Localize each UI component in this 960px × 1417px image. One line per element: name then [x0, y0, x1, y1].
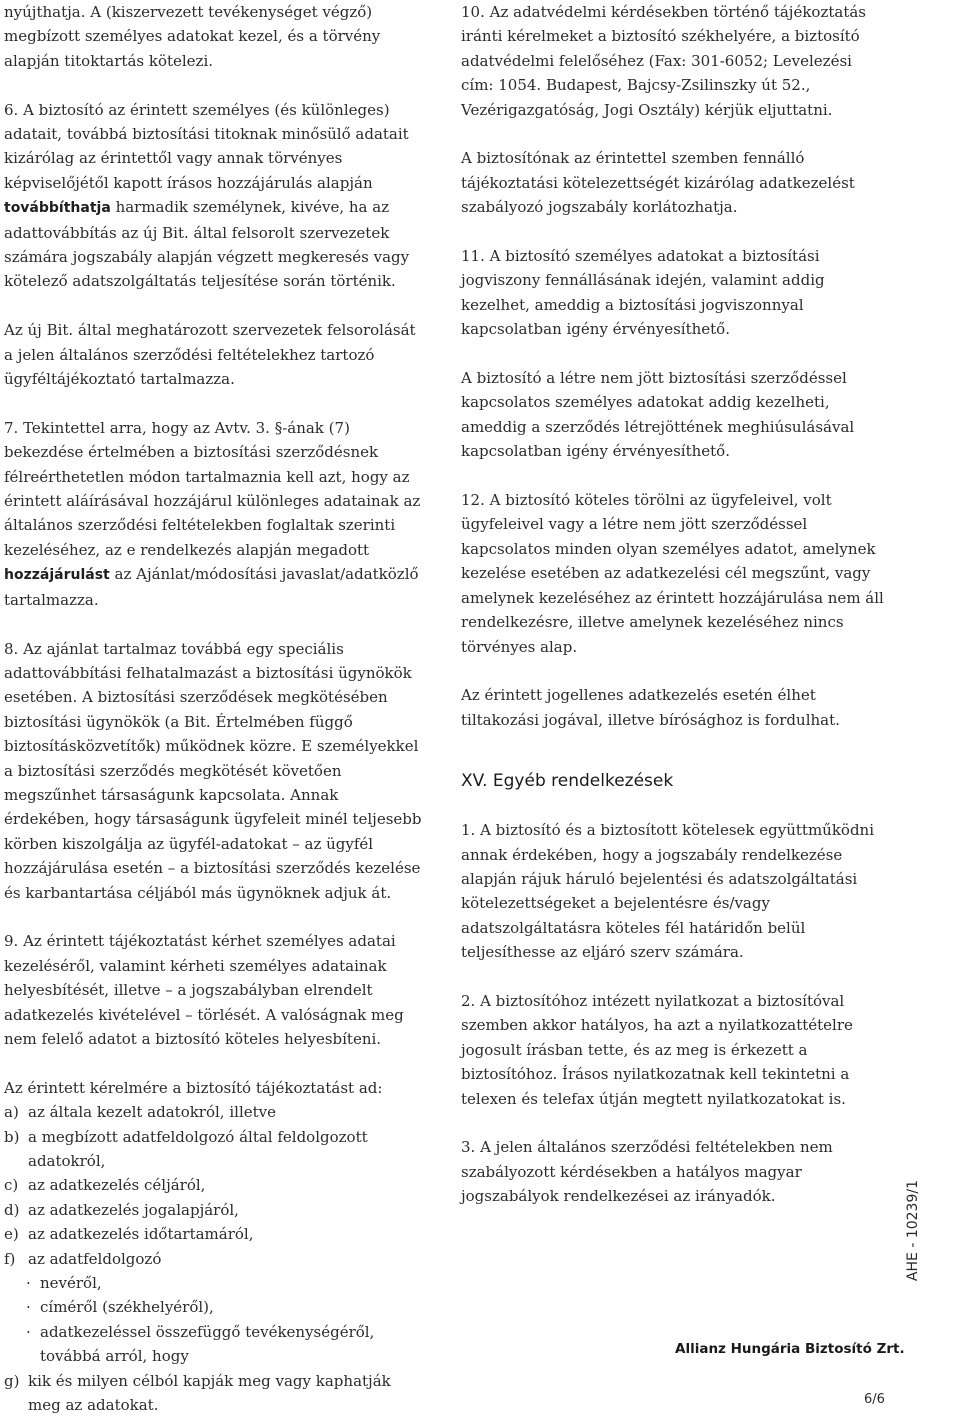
section-heading: XV. Egyéb rendelkezések — [461, 771, 674, 792]
paragraph-7 — [4, 416, 424, 612]
list-item-label: e) — [4, 1225, 19, 1244]
list-item-text: az adatfeldolgozó — [28, 1249, 162, 1268]
paragraph-8: 8. Az ajánlat tartalmaz továbbá egy speciális adattovábbítási felhatalmazást a biztosítási ügynökök esetében. A biztosítási szerződések megkötésében biztosítási ügynökök (a Bit. Értelmében függő biztosításközvetítők) működnek közre. E személyekkel a biztosítási szerződés megkötését követően megszűnhet társaságunk kapcsolata. Annak érdekében, hogy társaságunk ügyfeleit minél teljesebb körben kiszolgálja az ügyfél-adatokat – az ügyfél hozzájárulása esetén – a biztosítási szerződés kezelése és karbantartása céljából más ügynöknek adjuk át. — [4, 639, 422, 902]
list-item — [4, 1173, 424, 1197]
paragraph-6-organizations: Az új Bit. által meghatározott szervezetek felsorolását a jelen általános szerződési feltételekhez tartozó ügyféltájékoztató tartalmazza. — [4, 321, 416, 389]
list-item-text: a megbízott adatfeldolgozó által feldolgozott adatokról, — [28, 1127, 368, 1170]
paragraph-10: 10. Az adatvédelmi kérdésekben történő tájékoztatás iránti kérelmeket a biztosító székhelyére, a biztosító adatvédelmi felelőséhez (Fax: 301-6052; Levelezési cím: 1054. Budapest, Bajcsy-Zsilinszky út 52., Vezérigazgatóság, Jogi Osztály) kérjük eljuttatni. — [461, 3, 866, 119]
right-column — [461, 0, 886, 1233]
section-paragraph-3: 3. A jelen általános szerződési feltételekben nem szabályozott kérdésekben a hatályos magyar jogszabályok rendelkezései az irányadók. — [461, 1138, 833, 1206]
paragraph-6 — [4, 98, 424, 294]
paragraph-7-text: 7. Tekintettel arra, hogy az Avtv. 3. §-ának (7) bekezdése értelmében a biztosítási szerződésnek félreérthetetlen módon tartalmaznia kell azt, hogy az érintett aláírásával hozzájárul különleges adatainak az általános szerződési feltételekben foglaltak szerinti kezeléséhez, az e rendelkezés alapján megadott — [4, 418, 421, 559]
emphasis-hozzajarulast: hozzájárulást — [4, 567, 110, 584]
list-item-text: az adatkezelés céljáról, — [28, 1176, 206, 1195]
sub-list-item-text: adatkezeléssel összefüggő tevékenységéről, továbbá arról, hogy — [40, 1322, 375, 1366]
paragraph-6-text: 6. A biztosító az érintett személyes (és különleges) adatait, továbbá biztosítási titoknak minősülő adatait kizárólag az érintettől vagy annak törvényes képviselőjétől kapott írásos hozzájárulás alapján — [4, 100, 409, 192]
info-list — [4, 1100, 424, 1271]
paragraph-11-failed-contract: A biztosító a létre nem jött biztosítási szerződéssel kapcsolatos személyes adatokat addig kezelheti, ameddig a szerződés létrejöttének meghiúsulásával kapcsolatban igény érvényesíthető. — [461, 369, 855, 461]
sub-list-item-text: címéről (székhelyéről), — [40, 1298, 214, 1317]
sub-list-item — [26, 1271, 424, 1295]
list-item — [4, 1198, 424, 1222]
list-item-label: f) — [4, 1249, 16, 1268]
list-item-label: d) — [4, 1200, 20, 1219]
list-item-text: az adatkezelés időtartamáról, — [28, 1225, 254, 1244]
paragraph-12: 12. A biztosító köteles törölni az ügyfeleivel, volt ügyfeleivel vagy a létre nem jött szerződéssel kapcsolatos minden olyan személyes adatot, amelynek kezelése esetében az adatkezelési cél megszűnt, vagy amelynek kezeléséhez az érintett hozzájárulása nem áll rendelkezésre, illetve amelynek kezeléséhez nincs törvényes alap. — [461, 491, 884, 656]
list-item-label: a) — [4, 1103, 19, 1122]
section-paragraph-1: 1. A biztosító és a biztosított kötelesek együttműködni annak érdekében, hogy a jogszabály rendelkezése alapján rájuk háruló bejelentési és adatszolgáltatási kötelezettségeket a bejelentésre és/vagy adatszolgáltatásra köteles fél határidőn belül teljesíthesse az eljáró szerv számára. — [461, 821, 875, 962]
paragraph-12-objection: Az érintett jogellenes adatkezelés esetén élhet tiltakozási jogával, illetve bírósághoz is fordulhat. — [461, 686, 840, 729]
list-item — [4, 1125, 424, 1174]
paragraph-6-text-cont: harmadik személynek, kivéve, ha az adattovábbítás az új Bit. által felsorolt szervezetek számára jogszabály alapján végzett megkeresés vagy kötelező adatszolgáltatás teljesítése során történik. — [4, 198, 410, 291]
left-column — [4, 0, 424, 1417]
paragraph-10-limit: A biztosítónak az érintettel szemben fennálló tájékoztatási kötelezettségét kizárólag adatkezelést szabályozó jogszabály korlátozhatja. — [461, 149, 855, 217]
bullet-dot-icon: · — [26, 1298, 31, 1317]
bullet-dot-icon: · — [26, 1322, 31, 1341]
list-item-label: g) — [4, 1371, 20, 1390]
paragraph-intro: nyújthatja. A (kiszervezett tevékenységet végző) megbízott személyes adatokat kezel, és a törvény alapján titoktartás kötelezi. — [4, 3, 381, 70]
list-item-label: c) — [4, 1176, 19, 1195]
section-paragraph-2: 2. A biztosítóhoz intézett nyilatkozat a biztosítóval szemben akkor hatályos, ha azt a nyilatkozattételre jogosult írásban tette, és az meg is érkezett a biztosítóhoz. Írásos nyilatkozatnak kell tekintetni a telexen és telefax útján megtett nyilatkozatokat is. — [461, 991, 853, 1108]
list-item-text: kik és milyen célból kapják meg vagy kaphatják meg az adatokat. — [28, 1371, 391, 1415]
list-item-label: b) — [4, 1127, 20, 1146]
sub-list-item-text: nevéről, — [40, 1274, 102, 1293]
list-item-text: az általa kezelt adatokról, illetve — [28, 1103, 276, 1122]
list-item — [4, 1247, 424, 1271]
paragraph-11: 11. A biztosító személyes adatokat a biztosítási jogviszony fennállásának idején, valamint addig kezelhet, ameddig a biztosítási jogviszonnyal kapcsolatban igény érvényesíthető. — [461, 247, 825, 339]
page-number: 6/6 — [864, 1392, 885, 1407]
list-intro: Az érintett kérelmére a biztosító tájékoztatást ad: — [4, 1078, 383, 1097]
list-item — [4, 1222, 424, 1246]
sub-list-item — [26, 1320, 424, 1369]
list-item-text: az adatkezelés jogalapjáról, — [28, 1200, 239, 1219]
paragraph-9: 9. Az érintett tájékoztatást kérhet személyes adatai kezeléséről, valamint kérheti személyes adatainak helyesbítését, illetve – a jogszabályban elrendelt adatkezelés kivételével – törlését. A valóságnak meg nem felelő adatot a biztosító köteles helyesbíteni. — [4, 932, 404, 1048]
list-item — [4, 1100, 424, 1124]
sub-list — [4, 1271, 424, 1369]
document-code: AHE - 10239/1 — [905, 1180, 921, 1282]
bullet-dot-icon: · — [26, 1274, 31, 1293]
sub-list-item — [26, 1295, 424, 1319]
paragraph-7-text-cont: az Ajánlat/módosítási javaslat/adatközlő tartalmazza. — [4, 565, 419, 609]
emphasis-tovabbithatja: továbbíthatja — [4, 200, 111, 217]
company-name: Allianz Hungária Biztosító Zrt. — [675, 1341, 905, 1357]
